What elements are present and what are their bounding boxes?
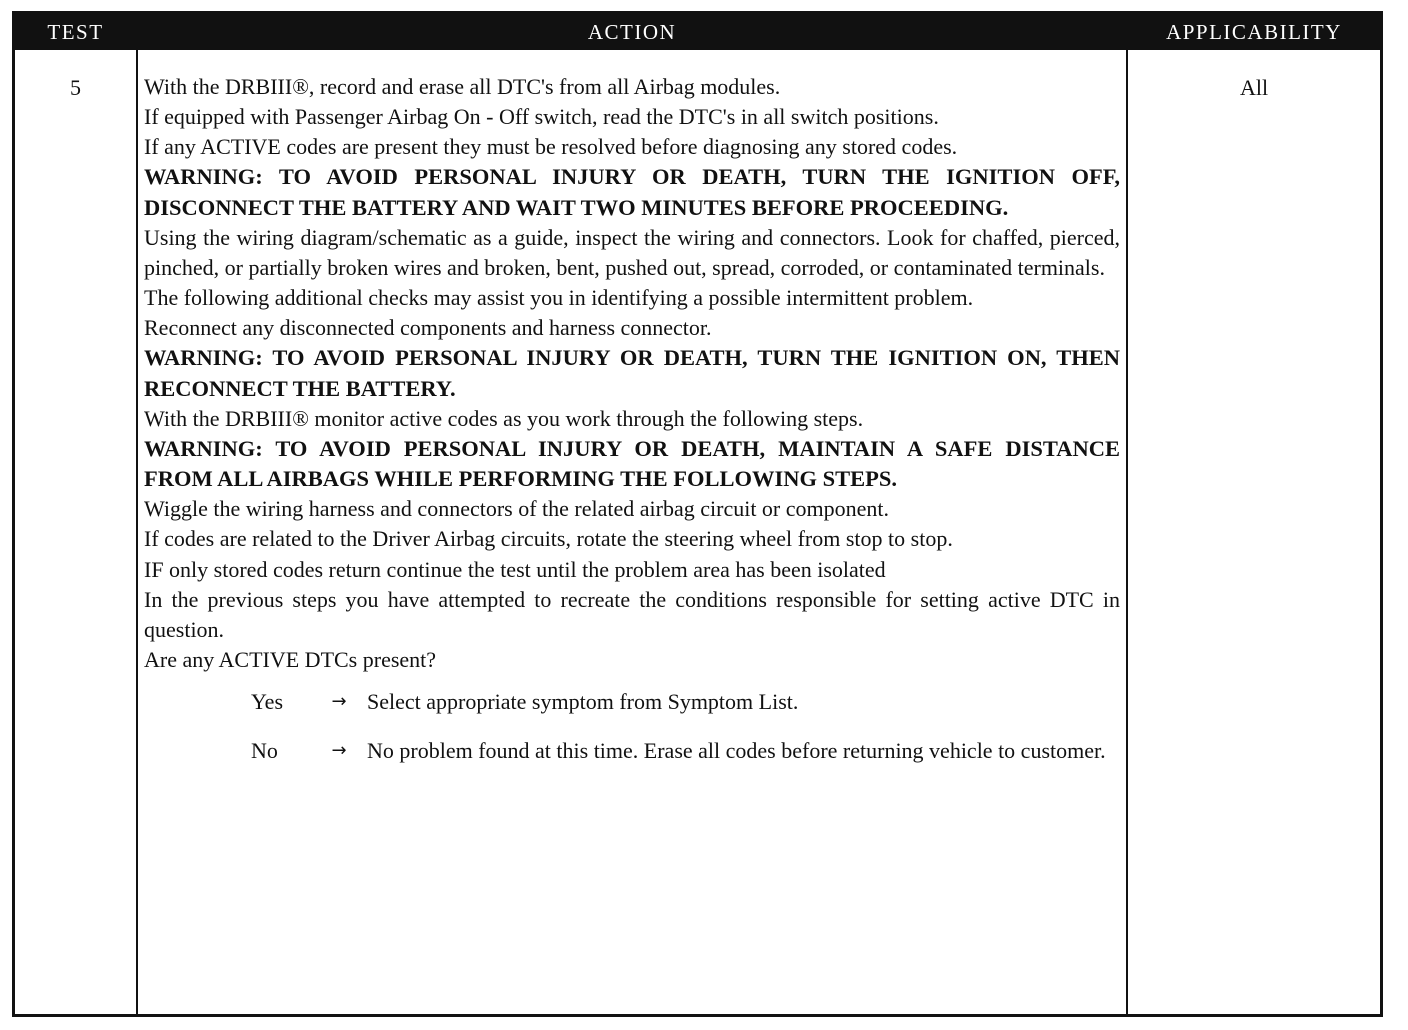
action-paragraphs — [144, 72, 1120, 675]
action-paragraph: Using the wiring diagram/schematic as a guide, inspect the wiring and connectors. Look for chaffed, pierced, pinched, or partially broken wires and broken, bent, pushed out, spread, corroded, or contaminated terminals. — [144, 224, 1120, 280]
arrow-right-icon: → — [331, 691, 347, 713]
action-paragraph: If codes are related to the Driver Airbag circuits, rotate the steering wheel from stop to stop. — [144, 526, 953, 552]
action-paragraph: With the DRBIII® monitor active codes as you work through the following steps. — [144, 405, 864, 431]
action-paragraph: If equipped with Passenger Airbag On - Off switch, read the DTC's in all switch positions. — [144, 104, 939, 130]
table-header-row — [15, 14, 1380, 50]
action-cell — [144, 72, 1120, 766]
header-applicability: APPLICABILITY — [1166, 20, 1342, 44]
header-action: ACTION — [587, 20, 677, 44]
column-divider-test-action — [136, 14, 138, 1014]
warning-paragraph: WARNING: TO AVOID PERSONAL INJURY OR DEATH, TURN THE IGNITION OFF, DISCONNECT THE BATTERY AND WAIT TWO MINUTES BEFORE PROCEEDING. — [144, 164, 1120, 220]
column-divider-action-applicability — [1126, 14, 1128, 1014]
action-paragraph: If any ACTIVE codes are present they must be resolved before diagnosing any stored codes. — [144, 134, 958, 160]
action-paragraph: Reconnect any disconnected components and harness connector. — [144, 315, 712, 341]
action-paragraph: In the previous steps you have attempted to recreate the conditions responsible for setting active DTC in question. — [144, 586, 1120, 642]
arrow-right-icon: → — [331, 740, 347, 762]
test-number-cell: 5 — [70, 75, 81, 100]
diagnostic-test-table — [12, 11, 1383, 1017]
answer-row-no — [144, 736, 1120, 766]
action-paragraph: IF only stored codes return continue the test until the problem area has been isolated — [144, 556, 886, 582]
action-paragraph: With the DRBIII®, record and erase all DTC's from all Airbag modules. — [144, 74, 781, 99]
answer-options — [144, 687, 1120, 766]
applicability-cell: All — [1239, 75, 1269, 100]
answer-label: Yes — [251, 689, 284, 715]
warning-paragraph: WARNING: TO AVOID PERSONAL INJURY OR DEATH, MAINTAIN A SAFE DISTANCE FROM ALL AIRBAGS WHILE PERFORMING THE FOLLOWING STEPS. — [144, 435, 1120, 492]
action-paragraph: Wiggle the wiring harness and connectors of the related airbag circuit or component. — [144, 496, 890, 522]
answer-row-yes — [144, 687, 1120, 717]
action-paragraph: Are any ACTIVE DTCs present? — [144, 646, 437, 672]
action-paragraph: The following additional checks may assist you in identifying a possible intermittent problem. — [144, 285, 974, 311]
warning-paragraph: WARNING: TO AVOID PERSONAL INJURY OR DEATH, TURN THE IGNITION ON, THEN RECONNECT THE BATTERY. — [144, 345, 1120, 401]
answer-text: Select appropriate symptom from Symptom List. — [367, 689, 799, 715]
answer-text: No problem found at this time. Erase all codes before returning vehicle to customer. — [367, 738, 1106, 764]
answer-label: No — [251, 738, 278, 764]
header-test: TEST — [47, 20, 104, 44]
